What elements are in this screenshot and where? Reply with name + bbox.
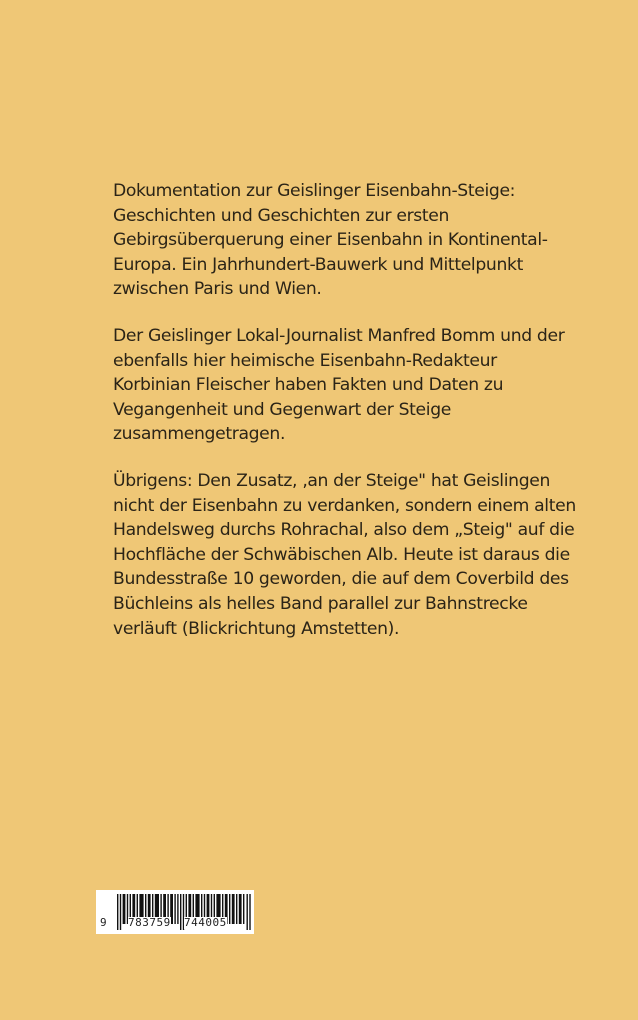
barcode-left-digits: 783759: [128, 916, 171, 929]
text-line: Übrigens: Den Zusatz, ‚an der Steige" hat Geislingen: [113, 470, 551, 491]
text-line: Korbinian Fleischer haben Fakten und Daten zu: [113, 375, 504, 396]
text-line: zusammengetragen.: [113, 424, 286, 445]
text-line: Vegangenheit und Gegenwart der Steige: [113, 399, 451, 420]
barcode-right-digits: 744005: [184, 916, 227, 929]
barcode-first-digit: 9: [100, 916, 108, 929]
text-line: Büchleins als helles Band parallel zur Bahnstrecke: [113, 593, 528, 614]
paragraph-authors: [113, 324, 583, 447]
paragraph-intro: [113, 179, 583, 302]
text-line: Europa. Ein Jahrhundert-Bauwerk und Mittelpunkt: [113, 254, 523, 275]
isbn-barcode: [96, 890, 254, 934]
text-line: Geschichten und Geschichten zur ersten: [113, 205, 450, 226]
text-line: zwischen Paris und Wien.: [113, 279, 322, 300]
text-line: verläuft (Blickrichtung Amstetten).: [113, 618, 400, 639]
back-cover-description: [113, 179, 583, 641]
text-line: Bundesstraße 10 geworden, die auf dem Coverbild des: [113, 569, 569, 590]
paragraph-name-origin: [113, 469, 583, 641]
text-line: Gebirgsüberquerung einer Eisenbahn in Kontinental-: [113, 230, 548, 251]
text-line: nicht der Eisenbahn zu verdanken, sondern einem alten: [113, 495, 576, 516]
text-line: Dokumentation zur Geislinger Eisenbahn-Steige:: [113, 181, 516, 201]
text-line: ebenfalls hier heimische Eisenbahn-Redakteur: [113, 350, 497, 371]
text-line: Hochfläche der Schwäbischen Alb. Heute ist daraus die: [113, 544, 570, 565]
text-line: Der Geislinger Lokal-Journalist Manfred Bomm und der: [113, 325, 565, 346]
text-line: Handelsweg durchs Rohrachal, also dem „Steig" auf die: [113, 520, 575, 541]
